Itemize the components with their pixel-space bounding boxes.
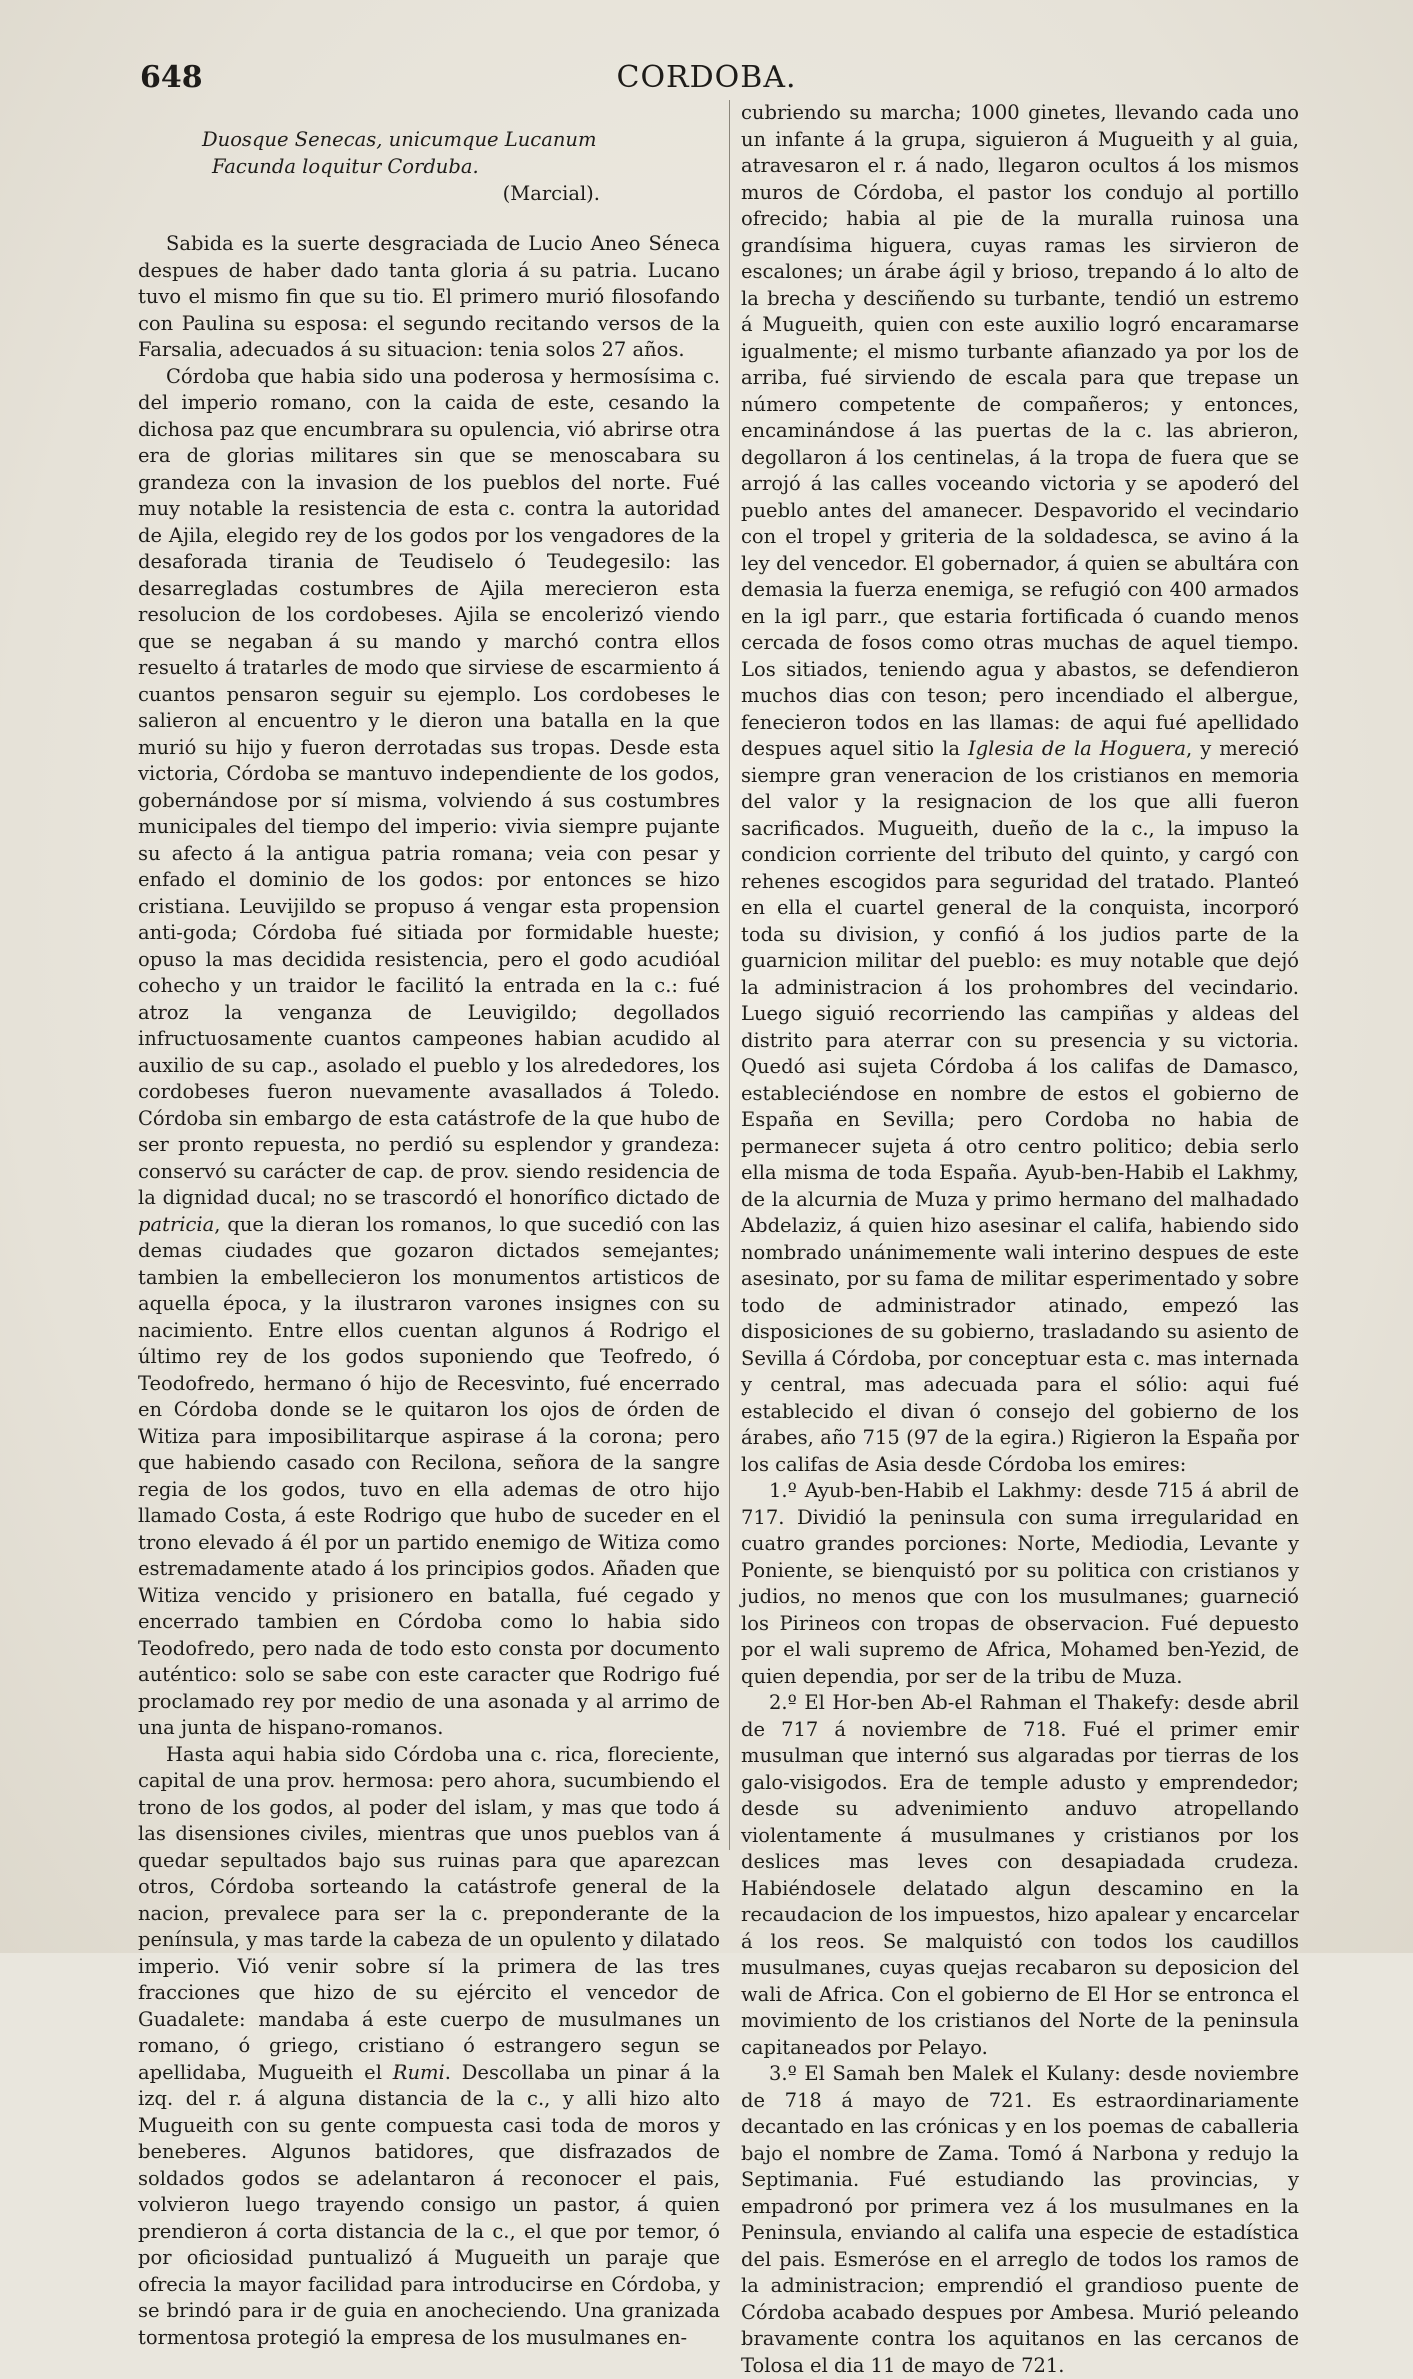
paragraph [741, 100, 1299, 1478]
running-title: CORDOBA. [616, 60, 797, 95]
italic-term: patricia [138, 1212, 215, 1236]
epigraph-source: (Marcial). [502, 182, 600, 205]
emir-entry: 2.º El Hor-ben Ab-el Rahman el Thakefy: desde abril de 717 á noviembre de 718. Fué el primer emir musulman que internó sus algaradas por tierras de los galo-visigodos. Era de temple adusto y emprendedor; desde su advenimiento anduvo atropellando violentamente á musulmanes y cristianos por los deslices mas leves con desapiadada crudeza. Habiéndosele delatado algun descamino en la recaudacion de los impuestos, hizo apalear y encarcelar á los reos. Se malquistó con todos los caudillos musulmanes, cuyas quejas recabaron su deposicion del wali de Africa. Con el gobierno de El Hor se entronca el movimiento de los cristianos del Norte de la peninsula capitaneados por Pelayo. [741, 1691, 1299, 2059]
paragraph [138, 364, 720, 1742]
text-run: . Descollaba un pinar á la izq. del r. á alguna distancia de la c., y alli hizo alto Mugueith con su gente compuesta casi toda de moros y beneberes. Algunos batidores, que disfrazados de soldados godos se adelantaron á reconocer el pais, volvieron luego trayendo consigo un pastor, á quien prendieron á corta distancia de la c., el que por temor, ó por oficiosidad puntualizó á Mugueith un paraje que ofrecia la mayor facilidad para introducirse en Córdoba, y se brindó para ir de guia en anocheciendo. Una granizada tormentosa protegió la empresa de los musulmanes en- [138, 2060, 721, 2349]
epigraph [202, 126, 720, 207]
epigraph-line-1: Duosque Senecas, unicumque Lucanum [202, 128, 597, 151]
text-run: Córdoba que habia sido una poderosa y hermosísima c. del imperio romano, con la caida de este, cesando la dichosa paz que encumbrara su opulencia, vió abrirse otra era de glorias militares sin que se menoscabara su grandeza con la invasion de los pueblos del norte. Fué muy notable la resistencia de esta c. contra la autoridad de Ajila, elegido rey de los godos por los vengadores de la desaforada tirania de Teudiselo ó Teudegesilo: las desarregladas costumbres de Ajila merecieron esta resolucion de los cordobeses. Ajila se encolerizó viendo que se negaban á su mando y marchó contra ellos resuelto á tratarles de modo que sirviese de escarmiento á cuantos pensaron seguir su ejemplo. Los cordobeses le salieron al encuentro y le dieron una batalla en la que murió su hijo y fueron derrotadas sus tropas. Desde esta victoria, Córdoba se mantuvo independiente de los godos, gobernándose por sí misma, volviendo á sus costumbres municipales del tiempo del imperio: vivia siempre pujante su afecto á la antigua patria romana; veia con pesar y enfado el dominio de los godos: por entonces se hizo cristiana. Leuvijildo se propuso á vengar esta propension anti-goda; Córdoba fué sitiada por formidable hueste; opuso la mas decidida resistencia, pero el godo acudióal cohecho y un traidor le facilitó la entrada en la c.: fué atroz la venganza de Leuvigildo; degollados infructuosamente cuantos campeones habian acudido al auxilio de su cap., asolado el pueblo y los alrededores, los cordobeses fueron nuevamente avasallados á Toledo. Córdoba sin embargo de esta catástrofe de la que hubo de ser pronto repuesta, no perdió su esplendor y grandeza: conservó su carácter de cap. de prov. siendo residencia de la dignidad ducal; no se trascordó el honorífico dictado de [138, 364, 720, 1209]
page-number: 648 [140, 60, 203, 95]
epigraph-line-2: Facunda loquitur Corduba. [212, 155, 479, 178]
text-run: Hasta aqui habia sido Córdoba una c. rica, floreciente, capital de una prov. hermosa: pero ahora, sucumbiendo el trono de los godos, al poder del islam, y mas que todo á las disensiones civiles, mientras que unos pueblos van á quedar sepultados bajo sus ruinas para que aparezcan otros, Córdoba sorteando la catástrofe general de la nacion, prevalece para ser la c. preponderante de la península, y mas tarde la cabeza de un opulento y dilatado imperio. Vió venir sobre sí la primera de las tres fracciones que hizo de su ejército el vencedor de Guadalete: mandaba á este cuerpo de musulmanes un romano, ó griego, cristiano ó estrangero segun se apellidaba, Mugueith el [138, 1742, 720, 2084]
paragraph: Sabida es la suerte desgraciada de Lucio Aneo Séneca despues de haber dado tanta gloria á su patria. Lucano tuvo el mismo fin que su tio. El primero murió filosofando con Paulina su esposa: el segundo recitando versos de la Farsalia, adecuados á su situacion: tenia solos 27 años. [138, 232, 720, 361]
italic-term: Iglesia de la Hoguera [968, 737, 1186, 760]
emir-entry: 1.º Ayub-ben-Habib el Lakhmy: desde 715 á abril de 717. Dividió la peninsula con suma irregularidad en cuatro grandes porciones: Norte, Mediodia, Levante y Poniente, se bienquistó por su politica con cristianos y judios, no menos que con los musulmanes; guarneció los Pirineos con tropas de observacion. Fué depuesto por el wali supremo de Africa, Mohamed ben-Yezid, de quien dependia, por ser de la tribu de Muza. [741, 1479, 1299, 1688]
right-column [741, 100, 1299, 2379]
emir-entry: 3.º El Samah ben Malek el Kulany: desde noviembre de 718 á mayo de 721. Es estraordinariamente decantado en las crónicas y en los poemas de caballeria bajo el nombre de Zama. Tomó á Narbona y redujo la Septimania. Fué estudiando las provincias, y empadronó por primera vez á los musulmanes en la Peninsula, enviando al califa una especie de estadística del pais. Esmeróse en el arreglo de todos los ramos de la administracion; emprendió el grandioso puente de Córdoba acabado despues por Ambesa. Murió peleando bravamente contra los aquitanos en las cercanos de Tolosa el dia 11 de mayo de 721. [741, 2062, 1299, 2377]
left-column [138, 100, 720, 2351]
italic-term: Rumi [392, 2060, 445, 2084]
paragraph [138, 1742, 720, 2352]
column-divider [729, 100, 730, 1850]
text-run: , que la dieran los romanos, lo que sucedió con las demas ciudades que gozaron dictados semejantes; tambien la embellecieron los monumentos artisticos de aquella época, y la ilustraron varones insignes con su nacimiento. Entre ellos cuentan algunos á Rodrigo el último rey de los godos suponiendo que Teofredo, ó Teodofredo, hermano ó hijo de Recesvinto, fué encerrado en Córdoba donde se le quitaron los ojos de órden de Witiza para imposibilitarque aspirase á la corona; pero que habiendo casado con Recilona, señora de la sangre regia de los godos, tuvo en ella ademas de otro hijo llamado Costa, á este Rodrigo que hubo de suceder en el trono elevado á él por un partido enemigo de Witiza como estremadamente atado á los principios godos. Añaden que Witiza vencido y prisionero en batalla, fué cegado y encerrado tambien en Córdoba como lo habia sido Teodofredo, pero nada de todo esto consta por documento auténtico: solo se sabe con este caracter que Rodrigo fué proclamado rey por medio de una asonada y al arrimo de una junta de hispano-romanos. [138, 1212, 720, 1739]
text-run: , y mereció siempre gran veneracion de los cristianos en memoria del valor y la resignacion de los que alli fueron sacrificados. Mugueith, dueño de la c., la impuso la condicion corriente del tributo del quinto, y cargó con rehenes escogidos para seguridad del tratado. Planteó en ella el cuartel general de la conquista, incorporó toda su division, y confió á los judios parte de la guarnicion militar del pueblo: es muy notable que dejó la administracion á los prohombres del vecindario. Luego siguió recorriendo las campiñas y aldeas del distrito para aterrar con su presencia y su victoria. Quedó asi sujeta Córdoba á los califas de Damasco, estableciéndose en nombre de estos el gobierno de España en Sevilla; pero Cordoba no habia de permanecer sujeta á otro centro politico; debia serlo ella misma de toda España. Ayub-ben-Habib el Lakhmy, de la alcurnia de Muza y primo hermano del malhadado Abdelaziz, á quien hizo asesinar el califa, habiendo sido nombrado unánimemente wali interino despues de este asesinato, por su fama de militar esperimentado y sobre todo de administrador atinado, empezó las disposiciones de su gobierno, trasladando su asiento de Sevilla á Córdoba, por conceptuar esta c. mas internada y central, mas adecuada para el sólio: aqui fué establecido el divan ó consejo del gobierno de los árabes, año 715 (97 de la egira.) Rigieron la España por los califas de Asia desde Córdoba los emires: [741, 737, 1300, 1476]
page-header [0, 60, 1413, 100]
text-run: cubriendo su marcha; 1000 ginetes, llevando cada uno un infante á la grupa, siguieron á Mugueith y al guia, atravesaron el r. á nado, llegaron ocultos á los mismos muros de Córdoba, el pastor los condujo al portillo ofrecido; habia al pie de la muralla ruinosa una grandísima higuera, cuyas ramas les sirvieron de escalones; un árabe ágil y brioso, trepando á lo alto de la brecha y desciñendo su turbante, tendió un estremo á Mugueith, quien con este auxilio logró encaramarse igualmente; el mismo turbante afianzado ya por los de arriba, fué sirviendo de escala para que trepase un número competente de compañeros; y entonces, encaminándose á las puertas de la c. las abrieron, degollaron á los centinelas, á la tropa de fuera que se arrojó á las calles voceando victoria y se apoderó del pueblo antes del amanecer. Despavorido el vecindario con el tropel y griteria de la soldadesca, se avino á la ley del vencedor. El gobernador, á quien se abultára con demasia la fuerza enemiga, se refugió con 400 armados en la igl parr., que estaria fortificada ó cuando menos cercada de fosos como otras muchas de aquel tiempo. Los sitiados, teniendo agua y abastos, se defendieron muchos dias con teson; pero incendiado el albergue, fenecieron todos en las llamas: de aqui fué apellidado despues aquel sitio la [741, 101, 1299, 760]
